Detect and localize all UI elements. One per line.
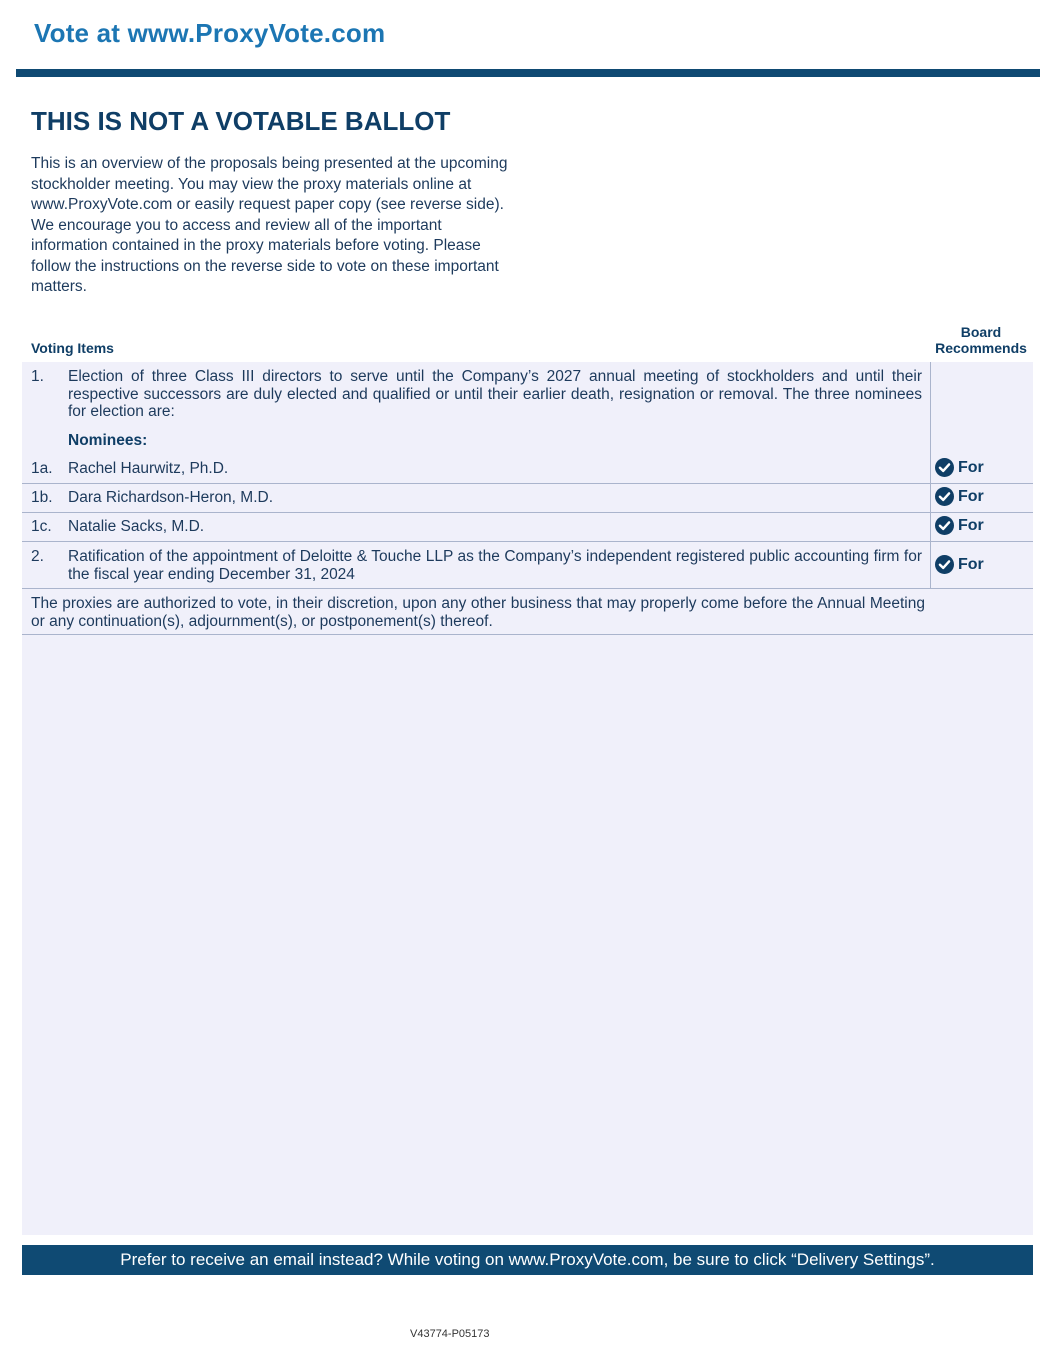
recommendation-label: For [958,458,984,476]
board-recommendation [935,555,984,574]
row-divider [22,588,1033,589]
check-circle-icon [935,458,954,477]
row-divider [22,541,1033,542]
column-header-board-recommends [928,324,1034,356]
column-header-voting-items: Voting Items [31,340,114,356]
page-title: THIS IS NOT A VOTABLE BALLOT [31,106,451,136]
header-divider [16,69,1040,77]
column-header-board-line1: Board [960,324,1002,340]
check-circle-icon [935,487,954,506]
board-recommendation [935,487,984,506]
recommendation-label: For [958,555,984,573]
recommendation-label: For [958,487,984,505]
document-code: V43774-P05173 [410,1328,490,1340]
check-circle-icon [935,516,954,535]
nominee-number: 1c. [31,518,52,535]
recommendation-label: For [958,516,984,534]
item-description: Election of three Class III directors to serve until the Company’s 2027 annual meeting of stockholders and until their respective successors are duly elected and qualified or until their earlier death, resignation or removal. The three nominees for election are: [68,368,922,420]
email-delivery-banner: Prefer to receive an email instead? While voting on www.ProxyVote.com, be sure to click “Delivery Settings”. [22,1245,1033,1275]
row-divider [22,483,1033,484]
column-header-board-line2: Recommends [935,340,1027,356]
item-description: Ratification of the appointment of Deloitte & Touche LLP as the Company’s independent registered public accounting firm for the fiscal year ending December 31, 2024 [68,548,922,583]
recommendation-column-divider [930,362,931,588]
nominee-number: 1b. [31,489,53,506]
intro-paragraph: This is an overview of the proposals being presented at the upcoming stockholder meeting. You may view the proxy materials online at www.ProxyVote.com or easily request paper copy (see reverse side). We encourage you to access and review all of the important information contained in the proxy materials before voting. Please follow the instructions on the reverse side to vote on these important matters. [31,155,508,295]
board-recommendation [935,458,984,477]
item-number: 2. [31,548,44,565]
voting-items-panel [22,362,1033,1235]
nominees-label: Nominees: [68,432,148,449]
nominee-name: Dara Richardson-Heron, M.D. [68,489,274,506]
nominee-name: Natalie Sacks, M.D. [68,518,205,535]
check-circle-icon [935,555,954,574]
nominee-name: Rachel Haurwitz, Ph.D. [68,460,229,477]
item-number: 1. [31,368,44,385]
row-divider [22,512,1033,513]
page-header-title: Vote at www.ProxyVote.com [34,18,386,48]
board-recommendation [935,516,984,535]
row-divider [22,634,1033,635]
discretion-note: The proxies are authorized to vote, in their discretion, upon any other business that may properly come before the Annual Meeting or any continuation(s), adjournment(s), or postponement(s) thereof. [31,595,925,630]
nominee-number: 1a. [31,460,53,477]
